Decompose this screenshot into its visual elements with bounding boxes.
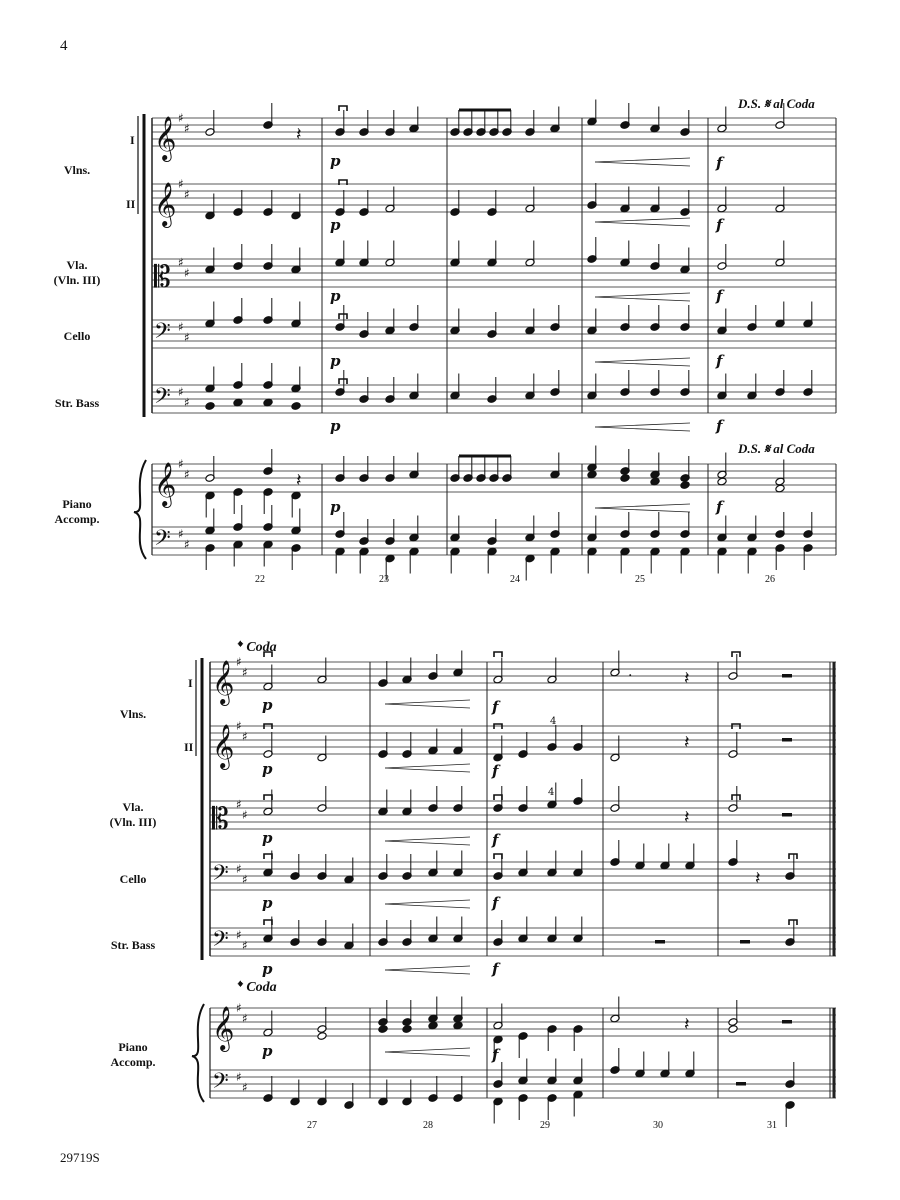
- sharp-icon: ♯: [178, 457, 184, 471]
- crescendo-hairpin: [385, 841, 470, 845]
- bass-clef-icon: 𝄢: [212, 861, 229, 891]
- sharp-icon: ♯: [178, 320, 184, 334]
- dynamic-marking: f: [492, 831, 499, 849]
- half-rest: [740, 940, 750, 944]
- dynamic-marking: f: [492, 762, 499, 780]
- downbow-icon: [732, 795, 740, 800]
- sharp-icon: ♯: [242, 665, 248, 680]
- coda-label: Coda: [246, 980, 277, 995]
- sharp-icon: ♯: [242, 938, 248, 953]
- downbow-icon: [494, 854, 502, 859]
- dynamic-marking: p: [330, 152, 341, 170]
- quarter-rest-icon: 𝄽: [296, 470, 302, 491]
- crescendo-hairpin: [595, 508, 690, 512]
- treble-clef-icon: 𝄞: [212, 724, 235, 768]
- sharp-icon: ♯: [184, 537, 190, 552]
- crescendo-hairpin: [595, 427, 690, 431]
- dynamic-marking: p: [262, 829, 273, 847]
- bass-clef-icon: 𝄢: [154, 384, 171, 414]
- crescendo-hairpin: [385, 704, 470, 708]
- sharp-icon: ♯: [242, 729, 248, 744]
- dynamic-marking: p: [330, 417, 341, 435]
- note-head: [587, 470, 597, 479]
- measure-number-28: 28: [423, 1120, 433, 1131]
- page-number: 4: [60, 38, 68, 54]
- label-piano-line2: Accomp.: [54, 512, 100, 526]
- crescendo-hairpin: [385, 1052, 470, 1056]
- bass-clef-icon: 𝄢: [212, 1069, 229, 1099]
- dynamic-marking: p: [330, 287, 341, 305]
- crescendo-hairpin: [385, 1048, 470, 1052]
- crescendo-hairpin: [595, 362, 690, 366]
- quarter-rest-icon: 𝄽: [296, 124, 302, 145]
- note-head: [378, 1025, 388, 1034]
- note-head: [620, 474, 630, 483]
- dynamic-marking: p: [262, 696, 273, 714]
- sharp-icon: ♯: [184, 121, 190, 136]
- note-head: [291, 402, 301, 411]
- quarter-rest-icon: 𝄽: [684, 732, 690, 753]
- bass-clef-icon: 𝄢: [154, 526, 171, 556]
- bass-clef-icon: 𝄢: [154, 319, 171, 349]
- label-violin-2-sys2: II: [184, 740, 194, 754]
- dynamic-marking: p: [262, 894, 273, 912]
- downbow-icon: [494, 724, 502, 729]
- dynamic-marking: p: [262, 1042, 273, 1060]
- fingering-number: 4: [550, 716, 557, 727]
- dynamic-marking: f: [716, 417, 723, 435]
- crescendo-hairpin: [595, 297, 690, 301]
- crescendo-hairpin: [595, 504, 690, 508]
- ds-al-coda-directive-piano: D.S. 𝄋 al Coda: [738, 441, 815, 456]
- crescendo-hairpin: [595, 218, 690, 222]
- augmentation-dot: .: [628, 664, 633, 680]
- label-violin-1-sys2: I: [188, 676, 193, 690]
- coda-icon: 𝄌: [238, 640, 243, 655]
- alto-clef-icon: 𝄡: [154, 260, 171, 295]
- downbow-icon: [732, 652, 740, 657]
- crescendo-hairpin: [385, 837, 470, 841]
- measure-number-29: 29: [540, 1120, 550, 1131]
- sharp-icon: ♯: [184, 330, 190, 345]
- sharp-icon: ♯: [184, 395, 190, 410]
- dynamic-marking: f: [716, 498, 723, 516]
- sharp-icon: ♯: [178, 385, 184, 399]
- crescendo-hairpin: [385, 900, 470, 904]
- catalog-code: 29719S: [60, 1150, 100, 1165]
- downbow-icon: [494, 652, 502, 657]
- note-head: [428, 1021, 438, 1030]
- label-viola-line2: (Vln. III): [53, 273, 101, 287]
- measure-number-23: 23: [379, 574, 389, 585]
- label-cello: Cello: [63, 329, 91, 343]
- downbow-icon: [339, 314, 347, 319]
- label-viola-line1: Vla.: [66, 258, 88, 272]
- crescendo-hairpin: [595, 158, 690, 162]
- dynamic-marking: f: [716, 287, 723, 305]
- label-piano-line1: Piano: [118, 1040, 148, 1054]
- note-head: [650, 477, 660, 486]
- sharp-icon: ♯: [178, 177, 184, 191]
- sharp-icon: ♯: [184, 187, 190, 202]
- note-head: [263, 398, 273, 407]
- downbow-icon: [494, 795, 502, 800]
- label-violins: Vlns.: [63, 163, 91, 177]
- sharp-icon: ♯: [178, 255, 184, 270]
- crescendo-hairpin: [595, 293, 690, 297]
- sharp-icon: ♯: [178, 111, 184, 125]
- sharp-icon: ♯: [236, 862, 242, 876]
- crescendo-hairpin: [595, 358, 690, 362]
- fingering-number: 4: [548, 787, 555, 798]
- dynamic-marking: f: [492, 960, 499, 978]
- label-violin-1: I: [130, 133, 135, 147]
- downbow-icon: [339, 379, 347, 384]
- half-rest: [736, 1082, 746, 1086]
- note-head: [402, 1025, 412, 1034]
- measure-number-26: 26: [765, 574, 775, 585]
- sharp-icon: ♯: [236, 1070, 242, 1084]
- half-rest: [655, 940, 665, 944]
- ds-al-coda-directive: D.S. 𝄋 al Coda: [738, 96, 815, 111]
- dynamic-marking: f: [492, 1046, 499, 1064]
- sharp-icon: ♯: [184, 467, 190, 482]
- treble-clef-icon: 𝄞: [154, 462, 177, 506]
- note-head: [453, 1021, 463, 1030]
- dynamic-marking: f: [716, 154, 723, 172]
- measure-number-31: 31: [767, 1120, 777, 1131]
- piano-brace: [134, 460, 146, 559]
- crescendo-hairpin: [385, 970, 470, 974]
- dynamic-marking: f: [492, 894, 499, 912]
- sharp-icon: ♯: [184, 266, 190, 280]
- sharp-icon: ♯: [236, 655, 242, 669]
- crescendo-hairpin: [385, 768, 470, 772]
- measure-number-22: 22: [255, 574, 265, 585]
- note-head: [680, 481, 690, 490]
- crescendo-hairpin: [385, 700, 470, 704]
- note-head: [717, 477, 727, 486]
- label-violin-2: II: [126, 197, 136, 211]
- downbow-icon: [264, 854, 272, 859]
- downbow-icon: [264, 652, 272, 657]
- quarter-rest-icon: 𝄽: [755, 868, 761, 889]
- sharp-icon: ♯: [236, 928, 242, 942]
- treble-clef-icon: 𝄞: [154, 182, 177, 226]
- bass-clef-icon: 𝄢: [212, 927, 229, 957]
- sharp-icon: ♯: [236, 1001, 242, 1015]
- label-violins-2: Vlns.: [119, 707, 147, 721]
- half-rest: [782, 738, 792, 742]
- treble-clef-icon: 𝄞: [212, 660, 235, 704]
- note-head: [233, 398, 243, 407]
- note-head: [317, 1032, 327, 1041]
- label-bass: Str. Bass: [54, 396, 100, 410]
- downbow-icon: [789, 920, 797, 925]
- half-rest: [782, 674, 792, 678]
- piano-brace: [192, 1004, 204, 1102]
- alto-clef-icon: 𝄡: [212, 802, 229, 837]
- measure-number-25: 25: [635, 574, 645, 585]
- dynamic-marking: p: [262, 760, 273, 778]
- label-bass-sys2: Str. Bass: [110, 938, 156, 952]
- label-viola-line1: Vla.: [122, 800, 144, 814]
- treble-clef-icon: 𝄞: [212, 1006, 235, 1050]
- measure-number-24: 24: [510, 574, 520, 585]
- dynamic-marking: p: [330, 498, 341, 516]
- half-rest: [782, 813, 792, 817]
- sharp-icon: ♯: [178, 527, 184, 541]
- sharp-icon: ♯: [242, 808, 248, 822]
- downbow-icon: [789, 854, 797, 859]
- measure-number-30: 30: [653, 1120, 663, 1131]
- label-piano-line1: Piano: [62, 497, 92, 511]
- crescendo-hairpin: [595, 423, 690, 427]
- crescendo-hairpin: [385, 764, 470, 768]
- coda-label: Coda: [246, 640, 277, 655]
- downbow-icon: [339, 106, 347, 111]
- measure-number-27: 27: [307, 1120, 317, 1131]
- quarter-rest-icon: 𝄽: [684, 807, 690, 828]
- note-head: [205, 402, 215, 411]
- dynamic-marking: f: [716, 216, 723, 234]
- note-head: [728, 1025, 738, 1034]
- sharp-icon: ♯: [236, 797, 242, 812]
- downbow-icon: [264, 795, 272, 800]
- half-rest: [782, 1020, 792, 1024]
- treble-clef-icon: 𝄞: [154, 116, 177, 160]
- downbow-icon: [264, 724, 272, 729]
- dynamic-marking: p: [262, 960, 273, 978]
- dynamic-marking: f: [492, 698, 499, 716]
- quarter-rest-icon: 𝄽: [684, 1014, 690, 1035]
- dynamic-marking: p: [330, 352, 341, 370]
- label-piano-line2: Accomp.: [110, 1055, 156, 1069]
- downbow-icon: [264, 920, 272, 925]
- quarter-rest-icon: 𝄽: [684, 668, 690, 689]
- downbow-icon: [732, 724, 740, 729]
- sharp-icon: ♯: [242, 1080, 248, 1095]
- sharp-icon: ♯: [242, 872, 248, 887]
- dynamic-marking: p: [330, 216, 341, 234]
- coda-icon: 𝄌: [238, 980, 243, 995]
- label-viola-line2: (Vln. III): [109, 815, 157, 829]
- sharp-icon: ♯: [236, 719, 242, 733]
- crescendo-hairpin: [385, 966, 470, 970]
- sharp-icon: ♯: [242, 1011, 248, 1026]
- crescendo-hairpin: [385, 904, 470, 908]
- dynamic-marking: f: [716, 352, 723, 370]
- note-head: [775, 484, 785, 493]
- label-cello-sys2: Cello: [119, 872, 147, 886]
- crescendo-hairpin: [595, 222, 690, 226]
- crescendo-hairpin: [595, 162, 690, 166]
